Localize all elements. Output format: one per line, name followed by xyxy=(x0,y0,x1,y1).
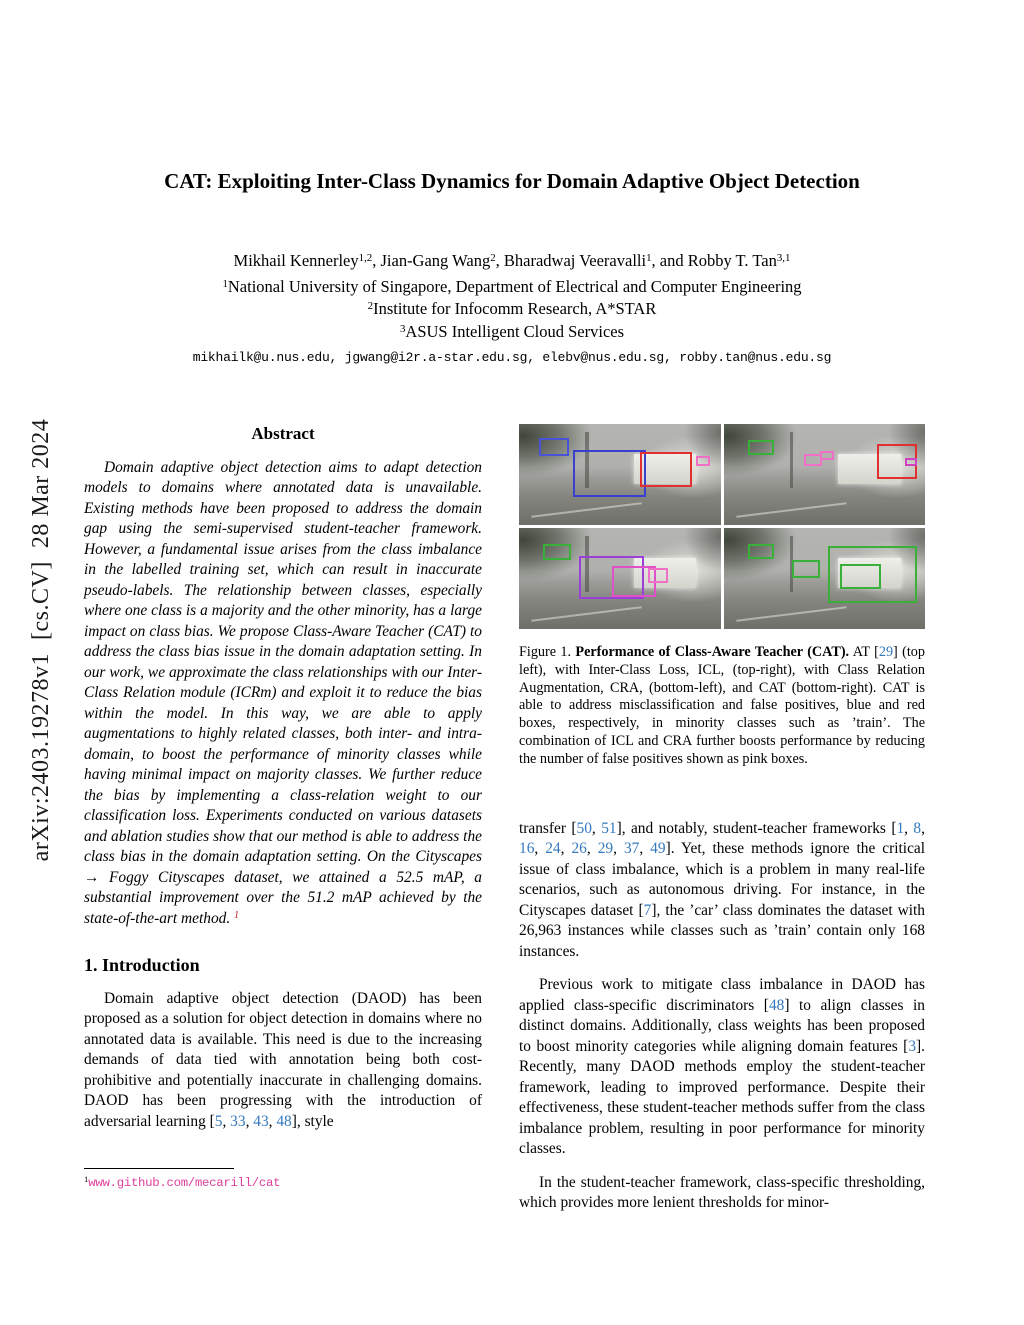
abstract-body: Domain adaptive object detection aims to adapt detection models to domains where annotated data is unavailable. Existing methods have been proposed to address the domain gap using the semi-supervised student-teacher framework. However, a fundamental issue arises from the class imbalance in the labelled training set, which can result in inaccurate pseudo-labels. The relationship between classes, especially where one class is a majority and the other minority, has a large impact on class bias. We propose Class-Aware Teacher (CAT) to address the class bias issue in the domain adaptation setting. In our work, we approximate the class relationships with our Inter-Class Relation module (ICRm) and exploit it to reduce the bias within the model. In this way, we are able to apply augmentations to highly related classes, both inter- and intra-domain, to boost the performance of minority classes while having minimal impact on majority classes. We further reduce the bias by implementing a class-relation weight to our classification loss. Experiments conducted on various datasets and ablation studies show that our method is able to address the class bias in the domain adaptation setting. On the Cityscapes → Foggy Cityscapes dataset, we attained a 52.5 mAP, a substantial improvement over the 51.2 mAP achieved by the state-of-the-art method. $^1$ xyxy=(84,458,482,927)
citation-link[interactable]: 50 xyxy=(576,819,592,837)
citation-link[interactable]: 16 xyxy=(519,840,535,858)
detection-bbox xyxy=(573,450,646,496)
detection-bbox xyxy=(905,458,917,466)
affiliation-1: $^1$National University of Singapore, Department of Electrical and Computer Engineering xyxy=(222,276,802,296)
figure-panel-at-top-left xyxy=(519,424,721,525)
body-paragraph-1: transfer [50, 51], and notably, student-teacher frameworks [1, 8, 16, 24, 26, 29, 37, 49]. Yet, these methods ignore the critical issue of class imbalance, which is a problem in many real-life scenarios, such as autonomous driving. For instance, in the Cityscapes dataset [7], the ’car’ class dominates the dataset with 26,963 instances while classes such as ’train’ contain only 168 instances. xyxy=(519,819,926,960)
paper-header xyxy=(84,168,940,370)
scene-road-line xyxy=(531,502,641,517)
detection-bbox xyxy=(748,440,774,455)
detection-bbox xyxy=(640,452,692,486)
section-heading-introduction: 1. Introduction xyxy=(84,955,200,975)
detection-bbox xyxy=(539,438,569,456)
footnote xyxy=(84,1168,482,1191)
citation-link[interactable]: 48 xyxy=(768,996,785,1014)
citation-link[interactable]: 43 xyxy=(253,1112,269,1130)
footnote-link[interactable]: $^1$www.github.com/mecarill/cat xyxy=(84,1174,281,1190)
scene-road-line xyxy=(531,606,641,621)
detection-bbox xyxy=(840,564,880,588)
citation-link[interactable]: 37 xyxy=(623,840,640,858)
paper-title: CAT: Exploiting Inter-Class Dynamics for Domain Adaptive Object Detection xyxy=(164,169,860,193)
citation-link[interactable]: 26 xyxy=(571,840,587,858)
right-column xyxy=(519,424,925,1214)
scene-road-line xyxy=(736,606,846,621)
author-names: Mikhail Kennerley$^{1,2}$, Jian-Gang Wang$^2$, Bharadwaj Veeravalli$^1$, and Robby T. Tan$^{3,1}$ xyxy=(233,251,791,271)
citation-link[interactable]: 48 xyxy=(276,1112,292,1130)
footnote-rule xyxy=(84,1168,234,1169)
citation-link[interactable]: 33 xyxy=(230,1112,246,1130)
detection-bbox xyxy=(792,560,820,578)
citation-link[interactable]: 24 xyxy=(545,840,561,858)
detection-bbox xyxy=(543,544,571,560)
body-paragraph-3: In the student-teacher framework, class-specific thresholding, which provides more lenient thresholds for minor- xyxy=(519,1173,925,1212)
detection-bbox xyxy=(820,451,834,460)
affiliation-3: $^3$ASUS Intelligent Cloud Services xyxy=(399,321,625,341)
citation-link[interactable]: 5 xyxy=(214,1112,223,1130)
citation-link[interactable]: 51 xyxy=(601,819,617,837)
detection-bbox xyxy=(648,568,668,582)
citation-link[interactable]: 29 xyxy=(878,644,894,660)
scene-pole xyxy=(790,432,793,488)
affiliation-2: $^2$Institute for Infocomm Research, A*STAR xyxy=(367,299,657,319)
abstract-heading: Abstract xyxy=(251,424,315,443)
citation-link[interactable]: 8 xyxy=(913,819,922,837)
citation-link[interactable]: 29 xyxy=(597,840,614,858)
citation-link[interactable]: 3 xyxy=(908,1037,917,1055)
citation-link[interactable]: 49 xyxy=(650,840,666,858)
detection-bbox xyxy=(748,544,774,559)
figure-panel-icl-top-right xyxy=(724,424,926,525)
figure-panel-cat-bottom-right xyxy=(724,528,926,629)
figure-1-caption: Figure 1. Performance of Class-Aware Teacher (CAT). AT [29] (top left), with Inter-Class Loss, ICL, (top-right), with Class Relation Augmentation, CRA, (bottom-left), and CAT (bottom-right). CAT is able to address misclassification and false positives, blue and red boxes, respectively, in minority classes such as ’train’. The combination of ICL and CRA further boosts performance by reducing the number of false positives shown as pink boxes. xyxy=(519,644,925,767)
figure-1-image xyxy=(519,424,925,629)
intro-paragraph: Domain adaptive object detection (DAOD) has been proposed as a solution for object detection in domains where no annotated data is available. This need is due to the increasing demands of data tied with annotation being both cost-prohibitive and potentially inaccurate in challenging domains. DAOD has been progressing with the introduction of adversarial learning [5, 33, 43, 48], style xyxy=(84,989,482,1130)
scene-road-line xyxy=(736,502,846,517)
left-column xyxy=(84,424,482,1132)
figure-panel-cra-bottom-left xyxy=(519,528,721,629)
detection-bbox xyxy=(696,456,710,466)
authors-block xyxy=(84,250,940,370)
arxiv-stamp: arXiv:2403.19278v1 [cs.CV] 28 Mar 2024 xyxy=(28,418,54,862)
footnote-url-link[interactable]: www.github.com/mecarill/cat xyxy=(88,1176,281,1190)
citation-link[interactable]: 1 xyxy=(896,819,905,837)
body-paragraph-2: Previous work to mitigate class imbalance in DAOD has applied class-specific discriminators [48] to align classes in distinct domains. Additionally, class weights has been proposed to boost minority categories while aligning domain features [3]. Recently, many DAOD methods employ the student-teacher framework, leading to improved performance. Despite their effectiveness, these student-teacher methods suffer from the class imbalance problem, resulting in poor performance for minority classes. xyxy=(519,976,925,1158)
citation-link[interactable]: 7 xyxy=(643,901,652,919)
author-emails: mikhailk@u.nus.edu, jgwang@i2r.a-star.edu.sg, elebv@nus.edu.sg, robby.tan@nus.edu.sg xyxy=(192,350,832,366)
